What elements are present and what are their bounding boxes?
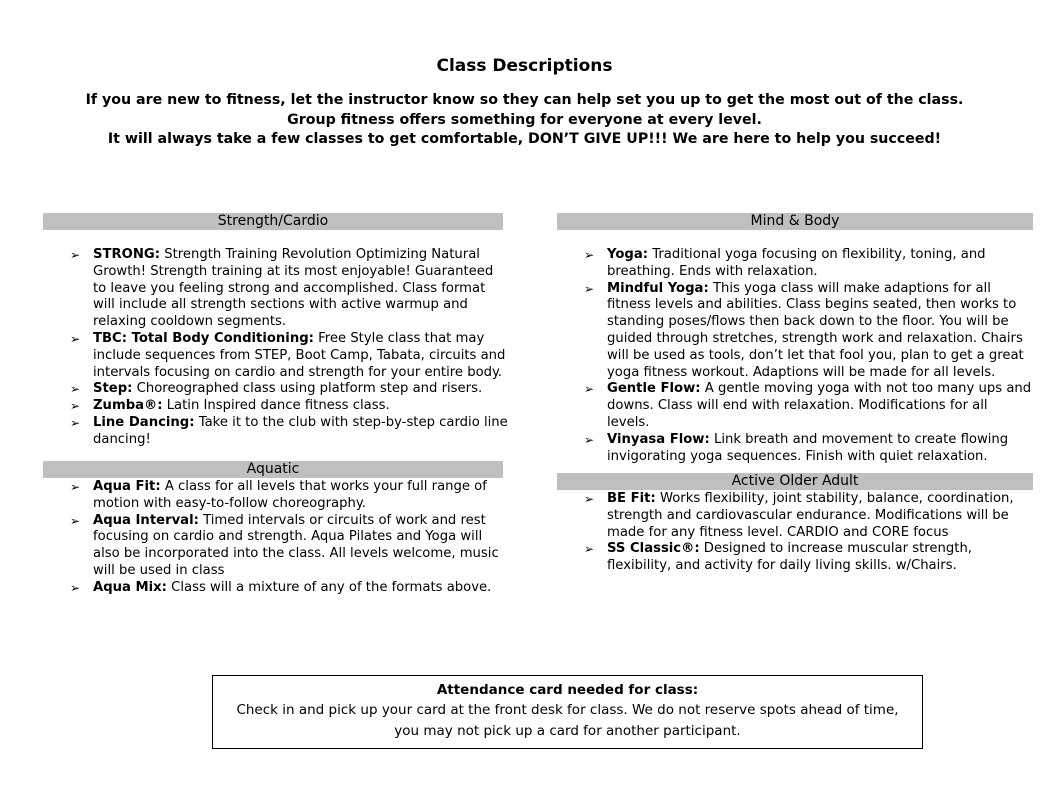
class-name: Aqua Interval: [93, 512, 199, 528]
class-desc: Timed intervals or circuits of work and rest focusing on cardio and strength. Aqua Pilates and Yoga will also be incorporated into the class. All levels welcome, music will be used in class [93, 512, 499, 578]
notice-heading: Attendance card needed for class: [436, 682, 699, 698]
page-title: Class Descriptions [436, 56, 613, 76]
class-name: STRONG: [93, 247, 160, 262]
aquatic-list [70, 479, 510, 597]
arrow-bullet-icon: ➢ [70, 248, 81, 262]
list-item [584, 432, 1034, 466]
class-desc: Free Style class that may include sequences from STEP, Boot Camp, Tabata, circuits and intervals focusing on cardio and strength for your entire body. [93, 330, 506, 380]
class-desc: Works flexibility, joint stability, balance, coordination, strength and cardiovascular endurance. Modifications will be made for any fitness level. CARDIO and CORE focus [607, 491, 1014, 540]
class-desc: A gentle moving yoga with not too many ups and downs. Class will end with relaxation. Modifications for all levels. [607, 381, 1032, 430]
list-item [70, 479, 510, 513]
arrow-bullet-icon: ➢ [584, 248, 595, 262]
notice-text: Check in and pick up your card at the front desk for class. We do not reserve spots ahead of time, you may not pick up a card for another participant. [236, 702, 899, 739]
class-name: Yoga: [607, 247, 649, 262]
list-item [584, 541, 1034, 575]
list-item [70, 415, 510, 449]
class-name: Gentle Flow: [607, 381, 701, 397]
class-desc: Class will a mixture of any of the formats above. [171, 579, 492, 595]
class-name: SS Classic®: [607, 541, 700, 557]
section-heading-mind-body: Mind & Body [557, 213, 1033, 230]
arrow-bullet-icon: ➢ [70, 480, 81, 494]
list-item [70, 381, 510, 398]
arrow-bullet-icon: ➢ [70, 513, 81, 528]
class-desc: Strength Training Revolution Optimizing Natural Growth! Strength training at its most enjoyable! Guaranteed to leave you feeling strong and accomplished. Class format will include all strength sections with active warmup and relaxing cooldown segments. [93, 247, 494, 330]
arrow-bullet-icon: ➢ [70, 415, 81, 430]
section-heading-aquatic: Aquatic [43, 461, 503, 478]
class-desc: A class for all levels that works your full range of motion with easy-to-follow choreography. [93, 479, 487, 511]
class-name: BE Fit: [607, 491, 656, 506]
class-name: Line Dancing: [93, 414, 195, 430]
list-item [584, 491, 1034, 541]
class-desc: Traditional yoga focusing on flexibility, toning, and breathing. Ends with relaxation. [607, 247, 986, 279]
attendance-notice-box [212, 675, 923, 749]
class-name: Mindful Yoga: [607, 280, 709, 296]
list-item [584, 247, 1034, 281]
arrow-bullet-icon: ➢ [70, 382, 81, 397]
class-desc: Designed to increase muscular strength, flexibility, and activity for daily living skills. w/Chairs. [607, 541, 972, 574]
class-name: Step: [93, 381, 133, 397]
intro-line: Group fitness offers something for everyone at every level. [287, 111, 762, 128]
arrow-bullet-icon: ➢ [584, 542, 595, 557]
class-desc: Link breath and movement to create flowing invigorating yoga sequences. Finish with quiet relaxation. [607, 431, 1009, 464]
active-older-adult-list [584, 491, 1034, 575]
list-item [70, 331, 510, 381]
mind-body-list [584, 247, 1034, 465]
intro-line: If you are new to fitness, let the instructor know so they can help set you up to get the most out of the class. [85, 92, 964, 108]
section-heading-active-older-adult: Active Older Adult [557, 473, 1033, 490]
intro-text [0, 91, 1049, 150]
class-desc: Latin Inspired dance fitness class. [166, 398, 390, 414]
list-item [70, 398, 510, 415]
arrow-bullet-icon: ➢ [584, 382, 595, 397]
arrow-bullet-icon: ➢ [70, 331, 81, 346]
arrow-bullet-icon: ➢ [584, 432, 595, 447]
arrow-bullet-icon: ➢ [70, 399, 81, 414]
class-name: Aqua Mix: [93, 579, 167, 595]
class-desc: Take it to the club with step-by-step cardio line dancing! [93, 414, 508, 447]
class-name: Vinyasa Flow: [607, 431, 710, 447]
list-item [70, 247, 510, 331]
strength-cardio-list [70, 247, 510, 449]
list-item [584, 281, 1034, 382]
section-heading-strength-cardio: Strength/Cardio [43, 213, 503, 230]
arrow-bullet-icon: ➢ [584, 281, 595, 296]
class-name: TBC: Total Body Conditioning: [93, 330, 314, 346]
class-desc: This yoga class will make adaptions for all fitness levels and abilities. Class begins seated, then works to standing poses/flows then back down to the floor. You will be guided through stretches, strength work and relaxation. Chairs will be used as tools, don’t let that fool you, plan to get a great yoga fitness workout. Adaptions will be made for all levels. [607, 280, 1024, 380]
list-item [70, 580, 510, 597]
class-name: Aqua Fit: [93, 479, 161, 494]
list-item [584, 381, 1034, 431]
arrow-bullet-icon: ➢ [70, 580, 81, 595]
class-desc: Choreographed class using platform step and risers. [136, 381, 483, 397]
list-item [70, 513, 510, 580]
arrow-bullet-icon: ➢ [584, 492, 595, 506]
intro-line: It will always take a few classes to get comfortable, DON’T GIVE UP!!! We are here to help you succeed! [107, 131, 942, 147]
class-name: Zumba®: [93, 398, 163, 414]
